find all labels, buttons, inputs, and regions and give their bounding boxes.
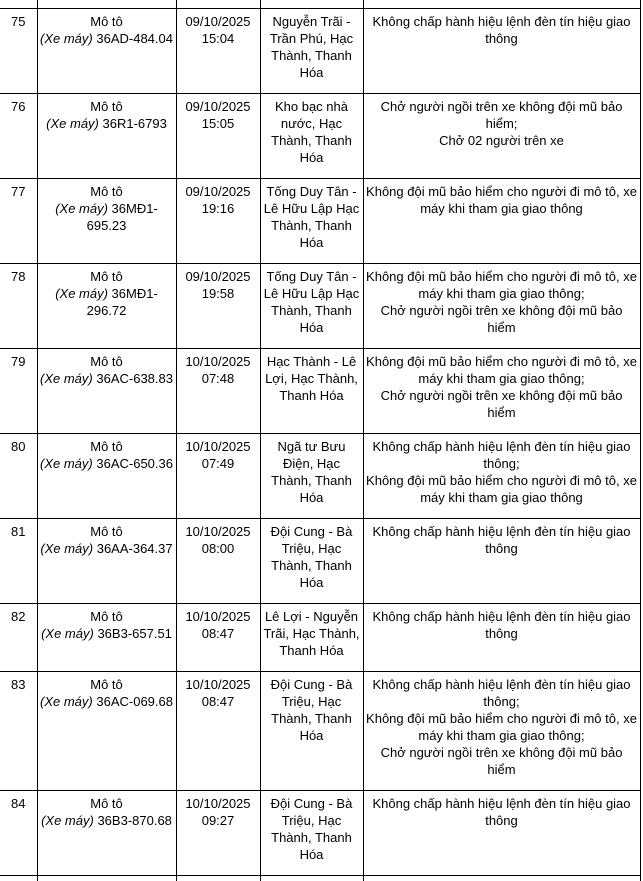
cell-vehicle <box>37 672 176 791</box>
vehicle-plate-line <box>40 540 174 557</box>
table-row <box>0 179 640 264</box>
plate-number: 36AA-364.37 <box>97 541 173 556</box>
vehicle-plate-line <box>40 455 174 472</box>
cell-row-number: 78 <box>0 264 37 349</box>
cell-location: Đội Cung - Bà Triệu, Hạc Thành, Thanh Hóa <box>260 519 363 604</box>
violation-time: 07:48 <box>179 370 258 387</box>
cell-row-number: 79 <box>0 349 37 434</box>
partial-cell <box>37 876 176 881</box>
plate-number: 36R1-6793 <box>103 116 167 131</box>
violation-line: Không đội mũ bảo hiểm cho người đi mô tô, xe máy khi tham gia giao thông; <box>366 353 638 387</box>
violation-line: Chở người ngồi trên xe không đội mũ bảo hiểm <box>366 302 638 336</box>
violation-line: Chở người ngồi trên xe không đội mũ bảo hiểm <box>366 744 638 778</box>
vehicle-type: Mô tô <box>40 268 174 285</box>
cell-row-number: 77 <box>0 179 37 264</box>
violation-line: Không chấp hành hiệu lệnh đèn tín hiệu giao thông <box>366 795 638 829</box>
cell-location: Tống Duy Tân - Lê Hữu Lập Hạc Thành, Thanh Hóa <box>260 179 363 264</box>
cell-location: Đội Cung - Bà Triệu, Hạc Thành, Thanh Hóa <box>260 672 363 791</box>
violation-date: 10/10/2025 <box>179 438 258 455</box>
violations-table-body <box>0 9 640 876</box>
violation-line: Không đội mũ bảo hiểm cho người đi mô tô, xe máy khi tham gia giao thông <box>366 183 638 217</box>
cell-violations <box>363 791 640 876</box>
cell-location: Ngã tư Bưu Điện, Hạc Thành, Thanh Hóa <box>260 434 363 519</box>
vehicle-note: (Xe máy) <box>46 116 99 131</box>
vehicle-type: Mô tô <box>40 353 174 370</box>
plate-number: 36AC-638.83 <box>96 371 173 386</box>
vehicle-type: Mô tô <box>40 608 174 625</box>
violation-line: Không chấp hành hiệu lệnh đèn tín hiệu giao thông <box>366 608 638 642</box>
vehicle-note: (Xe máy) <box>41 813 94 828</box>
violation-line: Chở 02 người trên xe <box>366 132 638 149</box>
cell-violations <box>363 519 640 604</box>
violation-line: Không đội mũ bảo hiểm cho người đi mô tô, xe máy khi tham gia giao thông; <box>366 268 638 302</box>
vehicle-type: Mô tô <box>40 98 174 115</box>
vehicle-type: Mô tô <box>40 438 174 455</box>
cell-vehicle <box>37 349 176 434</box>
violation-line: Chở người ngồi trên xe không đội mũ bảo hiểm; <box>366 98 638 132</box>
partial-cell <box>0 0 37 9</box>
plate-number: 36B3-870.68 <box>97 813 171 828</box>
cell-violations <box>363 264 640 349</box>
vehicle-plate-line <box>40 370 174 387</box>
vehicle-plate-line <box>40 285 174 319</box>
partial-cell <box>0 876 37 881</box>
violation-line: Không đội mũ bảo hiểm cho người đi mô tô, xe máy khi tham gia giao thông <box>366 472 638 506</box>
violation-date: 09/10/2025 <box>179 268 258 285</box>
cell-violations <box>363 94 640 179</box>
plate-number: 36AC-650.36 <box>96 456 173 471</box>
violation-time: 15:04 <box>179 30 258 47</box>
cell-vehicle <box>37 179 176 264</box>
violation-date: 10/10/2025 <box>179 353 258 370</box>
cell-violations <box>363 9 640 94</box>
partial-row-bottom <box>0 876 640 881</box>
violation-date: 09/10/2025 <box>179 183 258 200</box>
cell-vehicle <box>37 264 176 349</box>
cell-violations <box>363 179 640 264</box>
cell-row-number: 82 <box>0 604 37 672</box>
partial-row-bottom-cells <box>0 876 640 881</box>
plate-number: 36MĐ1-296.72 <box>87 286 158 318</box>
vehicle-plate-line <box>40 812 174 829</box>
violation-line: Không chấp hành hiệu lệnh đèn tín hiệu giao thông <box>366 523 638 557</box>
violation-time: 19:16 <box>179 200 258 217</box>
vehicle-type: Mô tô <box>40 183 174 200</box>
cell-row-number: 80 <box>0 434 37 519</box>
cell-datetime <box>176 94 260 179</box>
table-row <box>0 434 640 519</box>
table-row <box>0 349 640 434</box>
cell-datetime <box>176 179 260 264</box>
violation-line: Không đội mũ bảo hiểm cho người đi mô tô, xe máy khi tham gia giao thông; <box>366 710 638 744</box>
vehicle-note: (Xe máy) <box>40 541 93 556</box>
cell-row-number: 76 <box>0 94 37 179</box>
vehicle-type: Mô tô <box>40 795 174 812</box>
cell-violations <box>363 672 640 791</box>
partial-row-top-cells <box>0 0 640 9</box>
cell-location: Nguyễn Trãi - Trần Phú, Hạc Thành, Thanh Hóa <box>260 9 363 94</box>
violation-line: Không chấp hành hiệu lệnh đèn tín hiệu giao thông; <box>366 676 638 710</box>
violation-time: 09:27 <box>179 812 258 829</box>
violation-time: 08:00 <box>179 540 258 557</box>
cell-vehicle <box>37 791 176 876</box>
violation-date: 09/10/2025 <box>179 98 258 115</box>
table-row <box>0 94 640 179</box>
plate-number: 36AD-484.04 <box>96 31 173 46</box>
cell-vehicle <box>37 94 176 179</box>
vehicle-note: (Xe máy) <box>55 286 108 301</box>
vehicle-note: (Xe máy) <box>40 371 93 386</box>
violation-date: 10/10/2025 <box>179 523 258 540</box>
vehicle-type: Mô tô <box>40 676 174 693</box>
vehicle-plate-line <box>40 30 174 47</box>
cell-datetime <box>176 519 260 604</box>
partial-row-top <box>0 0 640 9</box>
cell-violations <box>363 434 640 519</box>
partial-cell <box>363 0 640 9</box>
violation-time: 08:47 <box>179 693 258 710</box>
violation-date: 10/10/2025 <box>179 608 258 625</box>
cell-datetime <box>176 791 260 876</box>
violation-line: Không chấp hành hiệu lệnh đèn tín hiệu giao thông <box>366 13 638 47</box>
table-row <box>0 264 640 349</box>
violation-time: 07:49 <box>179 455 258 472</box>
violation-date: 10/10/2025 <box>179 795 258 812</box>
table-row <box>0 791 640 876</box>
violation-line: Không chấp hành hiệu lệnh đèn tín hiệu giao thông; <box>366 438 638 472</box>
partial-cell <box>260 0 363 9</box>
cell-datetime <box>176 604 260 672</box>
table-row <box>0 9 640 94</box>
violation-time: 19:58 <box>179 285 258 302</box>
partial-cell <box>176 0 260 9</box>
cell-location: Hạc Thành - Lê Lợi, Hạc Thành, Thanh Hóa <box>260 349 363 434</box>
table-row <box>0 519 640 604</box>
cell-location: Lê Lợi - Nguyễn Trãi, Hạc Thành, Thanh Hóa <box>260 604 363 672</box>
vehicle-note: (Xe máy) <box>41 626 94 641</box>
violation-line: Chở người ngồi trên xe không đội mũ bảo hiểm <box>366 387 638 421</box>
cell-location: Kho bạc nhà nước, Hạc Thành, Thanh Hóa <box>260 94 363 179</box>
partial-cell <box>37 0 176 9</box>
cell-vehicle <box>37 9 176 94</box>
vehicle-type: Mô tô <box>40 13 174 30</box>
vehicle-plate-line <box>40 115 174 132</box>
cell-row-number: 75 <box>0 9 37 94</box>
cell-datetime <box>176 434 260 519</box>
partial-cell <box>363 876 640 881</box>
table-row <box>0 604 640 672</box>
vehicle-note: (Xe máy) <box>40 694 93 709</box>
cell-row-number: 81 <box>0 519 37 604</box>
vehicle-note: (Xe máy) <box>40 31 93 46</box>
violation-date: 10/10/2025 <box>179 676 258 693</box>
cell-location: Đội Cung - Bà Triệu, Hạc Thành, Thanh Hóa <box>260 791 363 876</box>
cell-vehicle <box>37 604 176 672</box>
violation-time: 08:47 <box>179 625 258 642</box>
partial-cell <box>260 876 363 881</box>
cell-row-number: 84 <box>0 791 37 876</box>
table-row <box>0 672 640 791</box>
partial-cell <box>176 876 260 881</box>
vehicle-plate-line <box>40 625 174 642</box>
vehicle-plate-line <box>40 693 174 710</box>
cell-violations <box>363 349 640 434</box>
cell-datetime <box>176 9 260 94</box>
violation-date: 09/10/2025 <box>179 13 258 30</box>
vehicle-plate-line <box>40 200 174 234</box>
plate-number: 36B3-657.51 <box>97 626 171 641</box>
cell-datetime <box>176 264 260 349</box>
cell-vehicle <box>37 519 176 604</box>
cell-location: Tống Duy Tân - Lê Hữu Lập Hạc Thành, Thanh Hóa <box>260 264 363 349</box>
cell-violations <box>363 604 640 672</box>
cell-vehicle <box>37 434 176 519</box>
vehicle-type: Mô tô <box>40 523 174 540</box>
cell-datetime <box>176 349 260 434</box>
cell-datetime <box>176 672 260 791</box>
plate-number: 36MĐ1-695.23 <box>87 201 158 233</box>
vehicle-note: (Xe máy) <box>40 456 93 471</box>
violation-time: 15:05 <box>179 115 258 132</box>
vehicle-note: (Xe máy) <box>55 201 108 216</box>
plate-number: 36AC-069.68 <box>96 694 173 709</box>
cell-row-number: 83 <box>0 672 37 791</box>
